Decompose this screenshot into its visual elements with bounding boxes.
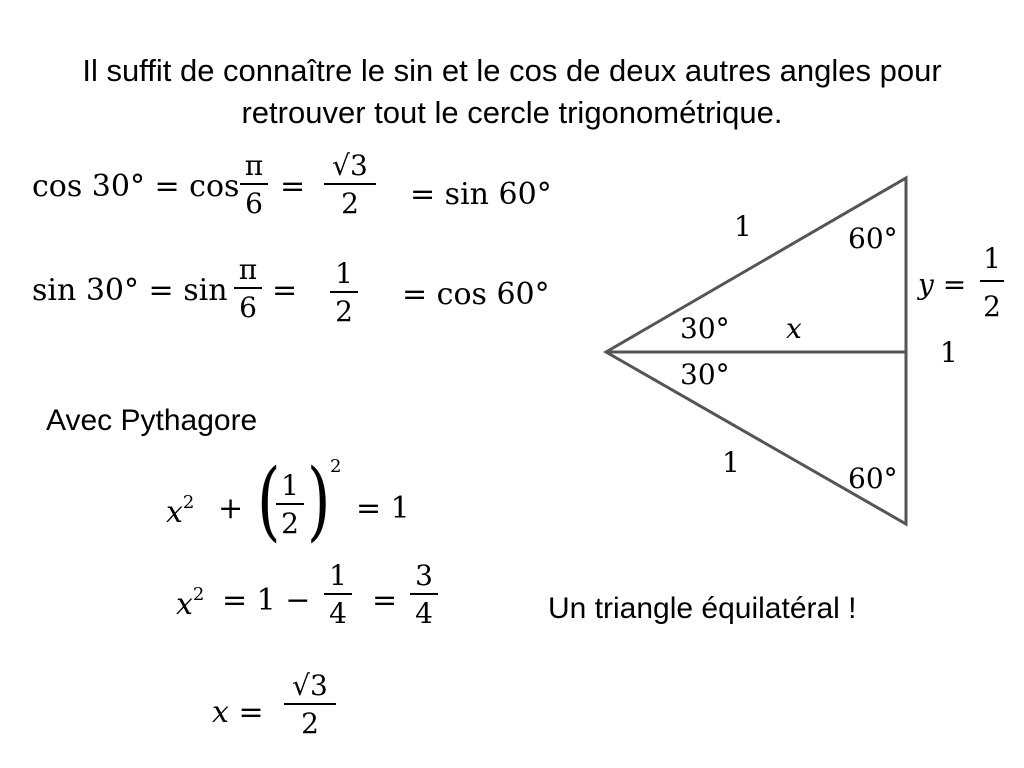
- title-line-1: Il suffit de connaître le sin et le cos de deux autres angles pour: [82, 53, 942, 88]
- frac-numerator: π: [238, 253, 258, 286]
- cos-eq-rhs: = sin 60°: [410, 177, 552, 212]
- cos-eq-lhs: cos 30° = cos: [32, 169, 240, 204]
- exponent: 2: [192, 584, 205, 605]
- exponent: 2: [182, 492, 195, 513]
- frac-numerator: 3: [415, 559, 433, 592]
- frac-denominator: 2: [341, 187, 359, 220]
- frac-denominator: 6: [245, 187, 263, 220]
- var-x: x: [166, 495, 183, 530]
- sin-eq-equals: =: [272, 273, 298, 308]
- bottom-side-label: 1: [722, 446, 740, 479]
- left-paren: (: [257, 451, 281, 551]
- pythagore-heading: Avec Pythagore: [46, 404, 258, 437]
- eq2-equals: =: [372, 583, 398, 618]
- title-line-2: retrouver tout le cercle trigonométrique.: [241, 95, 783, 130]
- eq2-mid: = 1 −: [222, 583, 311, 618]
- angle-top-right-label: 60°: [848, 222, 898, 255]
- median-x-label: x: [786, 312, 802, 345]
- angle-left-top-label: 30°: [680, 312, 730, 345]
- frac-numerator: 1: [281, 469, 299, 502]
- var-x: x: [176, 587, 193, 622]
- right-paren: ): [307, 451, 331, 551]
- top-side-label: 1: [734, 210, 752, 243]
- frac-numerator: 1: [329, 559, 347, 592]
- frac-denominator: 4: [415, 597, 433, 630]
- angle-left-bottom-label: 30°: [680, 358, 730, 391]
- eq1-outer-exponent: 2: [330, 456, 342, 477]
- eq1-rhs: = 1: [356, 491, 410, 526]
- frac-denominator: 2: [301, 707, 319, 740]
- frac-denominator: 6: [239, 291, 257, 324]
- sin-eq-rhs: = cos 60°: [402, 277, 550, 312]
- frac-numerator: √3: [332, 149, 368, 182]
- y-label: y =: [918, 268, 967, 301]
- frac-denominator: 2: [335, 295, 353, 328]
- half-side-label: 1: [940, 336, 958, 369]
- y-frac-num: 1: [983, 242, 1001, 275]
- eq1-plus: +: [218, 491, 244, 526]
- angle-bottom-right-label: 60°: [848, 462, 898, 495]
- frac-numerator: √3: [292, 669, 328, 702]
- frac-denominator: 2: [281, 507, 299, 540]
- cos-eq-equals: =: [280, 169, 306, 204]
- conclusion-text: Un triangle équilatéral !: [548, 592, 857, 625]
- frac-denominator: 4: [329, 597, 347, 630]
- x-equals: x =: [212, 695, 264, 730]
- y-frac-den: 2: [983, 290, 1001, 323]
- frac-numerator: π: [244, 149, 264, 182]
- frac-numerator: 1: [335, 257, 353, 290]
- sin-eq-lhs: sin 30° = sin: [32, 273, 228, 308]
